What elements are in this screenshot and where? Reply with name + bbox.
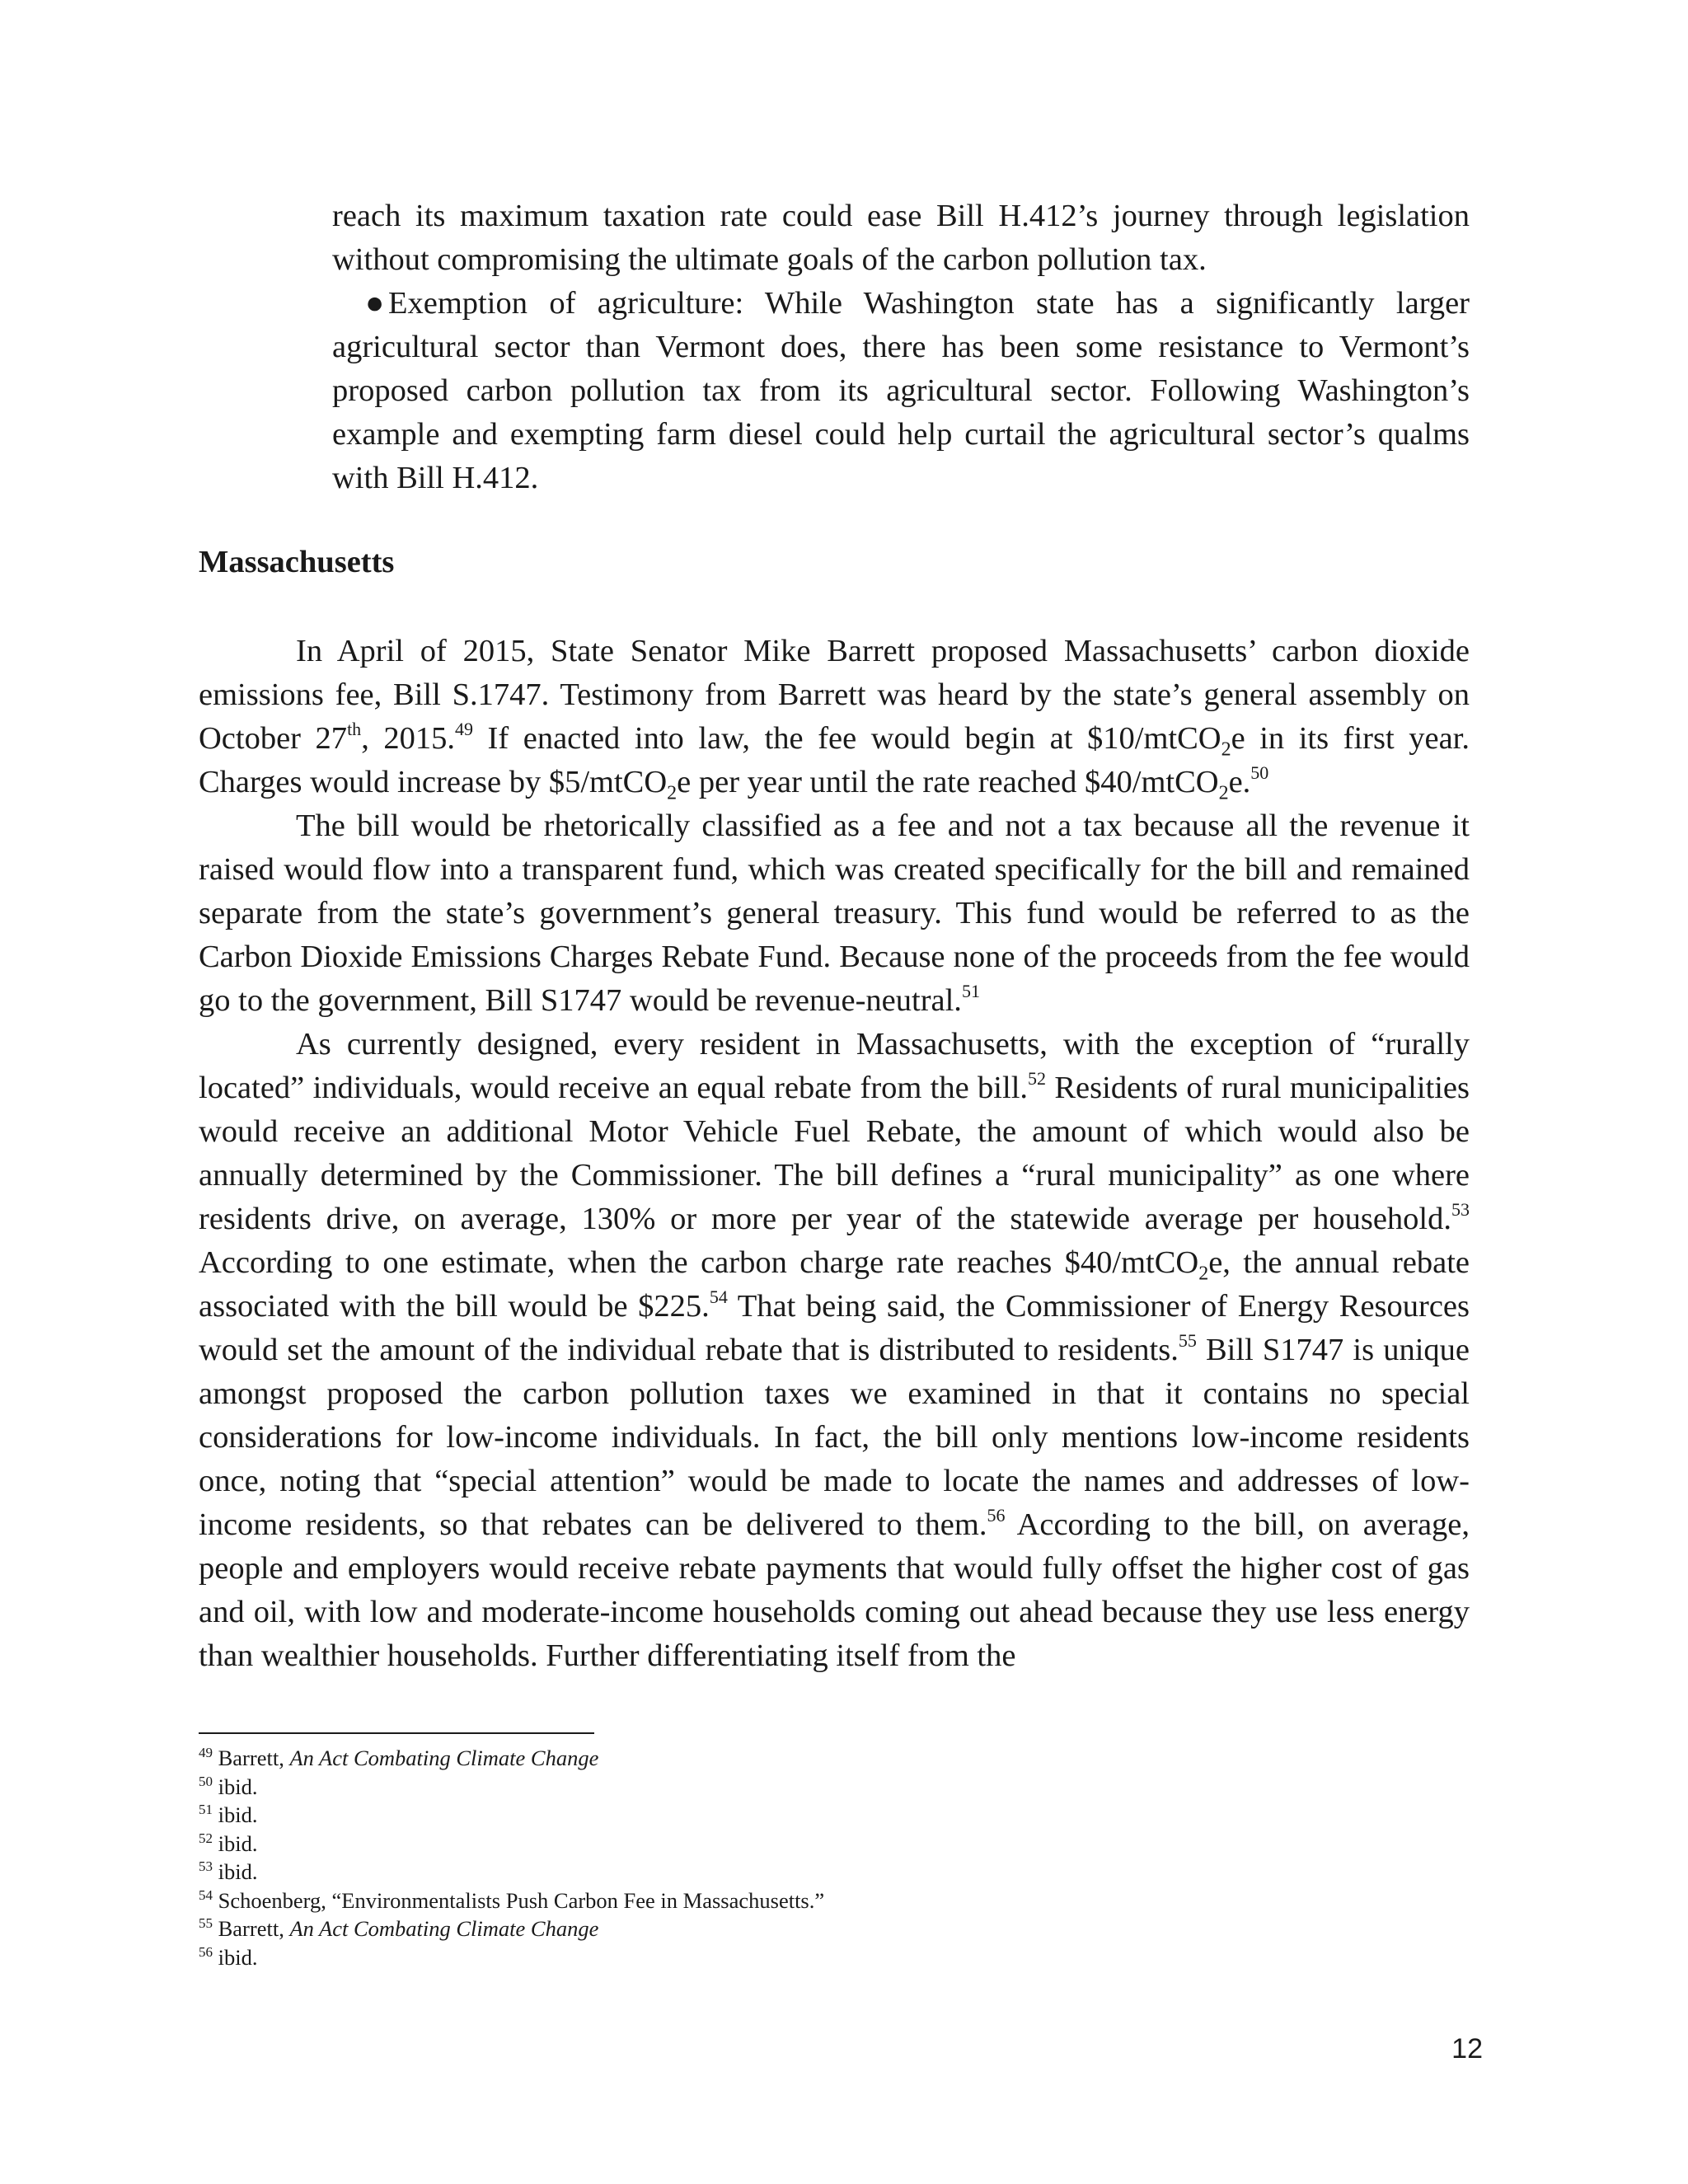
footnote bbox=[199, 1773, 1468, 1802]
footnote-ref: 54 bbox=[709, 1286, 728, 1308]
body-text bbox=[199, 630, 1470, 1678]
footnote-text: ibid. bbox=[218, 1944, 258, 1970]
footnote-number: 50 bbox=[199, 1773, 213, 1789]
indented-section bbox=[332, 194, 1470, 500]
footnote-ref: 50 bbox=[1250, 762, 1269, 784]
subscript: 2 bbox=[1198, 1263, 1209, 1285]
footnote-text: Barrett, bbox=[218, 1746, 290, 1770]
footnote-ref: 53 bbox=[1451, 1199, 1470, 1221]
footnote-text: ibid. bbox=[218, 1802, 258, 1827]
footnote-number: 53 bbox=[199, 1858, 213, 1875]
footnote-text: ibid. bbox=[218, 1774, 258, 1799]
footnote-ref: 49 bbox=[455, 719, 473, 740]
footnote-ref: 55 bbox=[1178, 1330, 1197, 1352]
text-run: As currently designed, every resident in Massachusetts, with the exception of “rurally located” individuals, would receive an equal rebate from the bill. bbox=[199, 1027, 1470, 1105]
footnote-title: An Act Combating Climate Change bbox=[289, 1916, 599, 1941]
text-run: According to the bill, on average, people and employers would receive rebate payments that would fully offset the higher cost of gas and oil, with low and moderate-income households coming out ahead because they use less energy than wealthier households. Further differentiating itself from the bbox=[199, 1507, 1470, 1673]
footnote-ref: 56 bbox=[987, 1505, 1006, 1526]
subscript: 2 bbox=[667, 782, 678, 804]
footnote-number: 56 bbox=[199, 1943, 213, 1960]
footnote-number: 52 bbox=[199, 1830, 213, 1846]
footnote bbox=[199, 1744, 1468, 1773]
text-run: That being said, the Commissioner of Energy Resources would set the amount of the individual rebate that is distributed to residents. bbox=[199, 1289, 1470, 1367]
text-run: e per year until the rate reached $40/mtCO bbox=[677, 765, 1219, 799]
text-run: e, the annual rebate associated with the bill would be $225. bbox=[199, 1245, 1470, 1324]
footnote-text: ibid. bbox=[218, 1859, 258, 1884]
continuation-paragraph: reach its maximum taxation rate could ease Bill H.412’s journey through legislation without compromising the ultimate goals of the carbon pollution tax. bbox=[332, 199, 1470, 277]
footnote-ref: 52 bbox=[1028, 1068, 1047, 1090]
footnote-text: Schoenberg, “Environmentalists Push Carbon Fee in Massachusetts.” bbox=[218, 1887, 825, 1913]
text-run: e in its first year. Charges would increase by $5/mtCO bbox=[199, 721, 1470, 799]
section-heading: Massachusetts bbox=[199, 545, 395, 579]
footnote-number: 54 bbox=[199, 1886, 213, 1903]
footnote-title: An Act Combating Climate Change bbox=[289, 1746, 599, 1770]
footnote-number: 51 bbox=[199, 1802, 213, 1818]
text-run: , 2015. bbox=[361, 721, 455, 756]
footnote bbox=[199, 1830, 1468, 1858]
footnote bbox=[199, 1801, 1468, 1830]
bullet-item bbox=[332, 282, 1470, 500]
footnote bbox=[199, 1858, 1468, 1886]
footnote bbox=[199, 1915, 1468, 1943]
footnote-text: ibid. bbox=[218, 1830, 258, 1856]
superscript: th bbox=[347, 719, 362, 740]
footnote bbox=[199, 1943, 1468, 1972]
footnote-number: 49 bbox=[199, 1745, 213, 1761]
text-run: The bill would be rhetorically classified as a fee and not a tax because all the revenue it raised would flow into a transparent fund, which was created specifically for the bill and remained separate from the state’s government’s general treasury. This fund would be referred to as the Carbon Dioxide Emissions Charges Rebate Fund. Because none of the proceeds from the fee would go to the government, Bill S1747 would be revenue-neutral. bbox=[199, 808, 1470, 1018]
footnote-text: Barrett, bbox=[218, 1916, 290, 1941]
bullet-icon: ● bbox=[365, 286, 385, 321]
text-run: If enacted into law, the fee would begin at $10/mtCO bbox=[473, 721, 1221, 756]
footnote bbox=[199, 1886, 1468, 1915]
footnotes bbox=[199, 1744, 1468, 1971]
text-run: In April of 2015, State Senator Mike Barrett proposed Massachusetts’ carbon dioxide emissions fee, Bill S.1747. Testimony from Barrett was heard by the state’s general assembly on October 27 bbox=[199, 634, 1470, 756]
text-run: e. bbox=[1228, 765, 1251, 799]
page-number: 12 bbox=[1451, 2033, 1483, 2064]
subscript: 2 bbox=[1221, 738, 1231, 761]
text-run: Residents of rural municipalities would receive an additional Motor Vehicle Fuel Rebate, the amount of which would also be annually determined by the Commissioner. The bill defines a “rural municipality” as one where residents drive, on average, 130% or more per year of the statewide average per household. bbox=[199, 1071, 1470, 1236]
text-run: Bill S1747 is unique amongst proposed the carbon pollution taxes we examined in that it contains no special considerations for low-income individuals. In fact, the bill only mentions low-income residents once, noting that “special attention” would be made to locate the names and addresses of low-income residents, so that rebates can be delivered to them. bbox=[199, 1333, 1470, 1542]
bullet-text: Exemption of agriculture: While Washington state has a significantly larger agricultural sector than Vermont does, there has been some resistance to Vermont’s proposed carbon pollution tax from its agricultural sector. Following Washington’s example and exempting farm diesel could help curtail the agricultural sector’s qualms with Bill H.412. bbox=[332, 286, 1470, 495]
text-run: According to one estimate, when the carbon charge rate reaches $40/mtCO bbox=[199, 1245, 1199, 1280]
footnote-divider bbox=[199, 1732, 594, 1734]
paragraph bbox=[199, 1023, 1470, 1678]
footnote-ref: 51 bbox=[961, 981, 980, 1002]
subscript: 2 bbox=[1218, 782, 1229, 804]
paragraph bbox=[199, 804, 1470, 1023]
footnote-number: 55 bbox=[199, 1915, 213, 1932]
paragraph bbox=[199, 630, 1470, 804]
